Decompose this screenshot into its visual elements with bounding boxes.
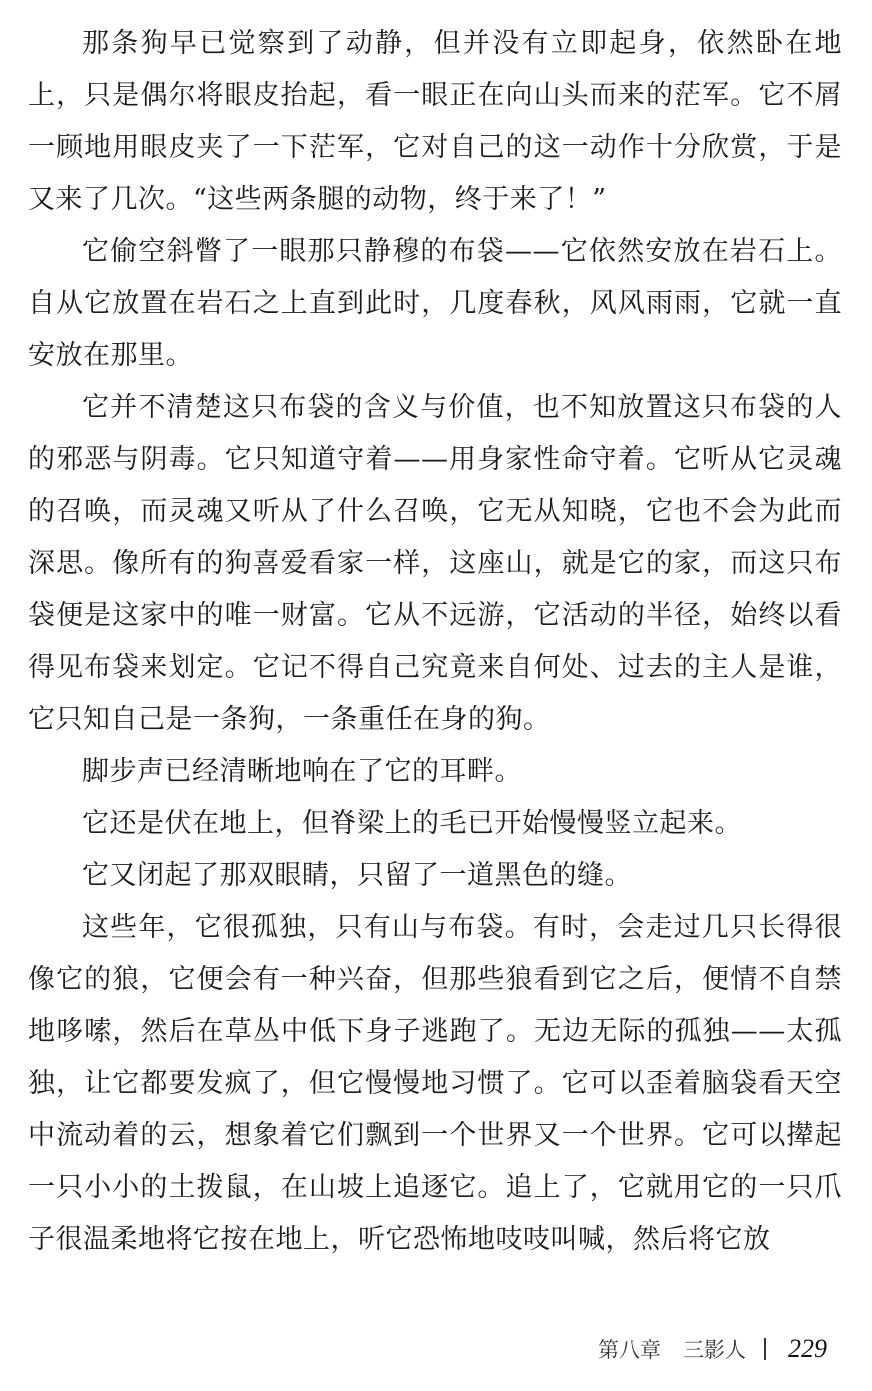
paragraph-4: 脚步声已经清晰地响在了它的耳畔。 bbox=[82, 756, 522, 787]
chapter-title: 三影人 bbox=[683, 1338, 746, 1362]
paragraph-7: 这些年，它很孤独，只有山与布袋。有时，会走过几只长得很像它的狼，它便会有一种兴奋，但那些狼看到它之后，便情不自禁地哆嗦，然后在草丛中低下身子逃跑了。无边无际的孤独——太孤独，让它都要发疯了，但它慢慢地习惯了。它可以歪着脑袋看天空中流动着的云，想象着它们飘到一个世界又一个世界。它可以撵起一只小小的土拨鼠，在山坡上追逐它。追上了，它就用它的一只爪子很温柔地将它按在地上，听它恐怖地吱吱叫喊，然后将它放 bbox=[28, 912, 842, 1255]
page-body bbox=[28, 18, 842, 1266]
paragraph-6: 它又闭起了那双眼睛，只留了一道黑色的缝。 bbox=[82, 860, 632, 891]
page-number: 229 bbox=[788, 1334, 827, 1363]
paragraph-5: 它还是伏在地上，但脊梁上的毛已开始慢慢竖立起来。 bbox=[82, 808, 742, 839]
paragraph-1: 那条狗早已觉察到了动静，但并没有立即起身，依然卧在地上，只是偶尔将眼皮抬起，看一眼正在向山头而来的茫军。它不屑一顾地用眼皮夹了一下茫军，它对自己的这一动作十分欣赏，于是又来了几次。“这些两条腿的动物，终于来了！” bbox=[28, 28, 842, 215]
page-footer bbox=[598, 1331, 827, 1367]
paragraph-3: 它并不清楚这只布袋的含义与价值，也不知放置这只布袋的人的邪恶与阴毒。它只知道守着——用身家性命守着。它听从它灵魂的召唤，而灵魂又听从了什么召唤，它无从知晓，它也不会为此而深思。像所有的狗喜爱看家一样，这座山，就是它的家，而这只布袋便是这家中的唯一财富。它从不远游，它活动的半径，始终以看得见布袋来划定。它记不得自己究竟来自何处、过去的主人是谁，它只知自己是一条狗，一条重任在身的狗。 bbox=[28, 392, 842, 735]
footer-divider bbox=[764, 1338, 766, 1360]
chapter-label: 第八章 bbox=[598, 1338, 661, 1362]
paragraph-2: 它偷空斜瞥了一眼那只静穆的布袋——它依然安放在岩石上。自从它放置在岩石之上直到此时，几度春秋，风风雨雨，它就一直安放在那里。 bbox=[28, 236, 842, 371]
